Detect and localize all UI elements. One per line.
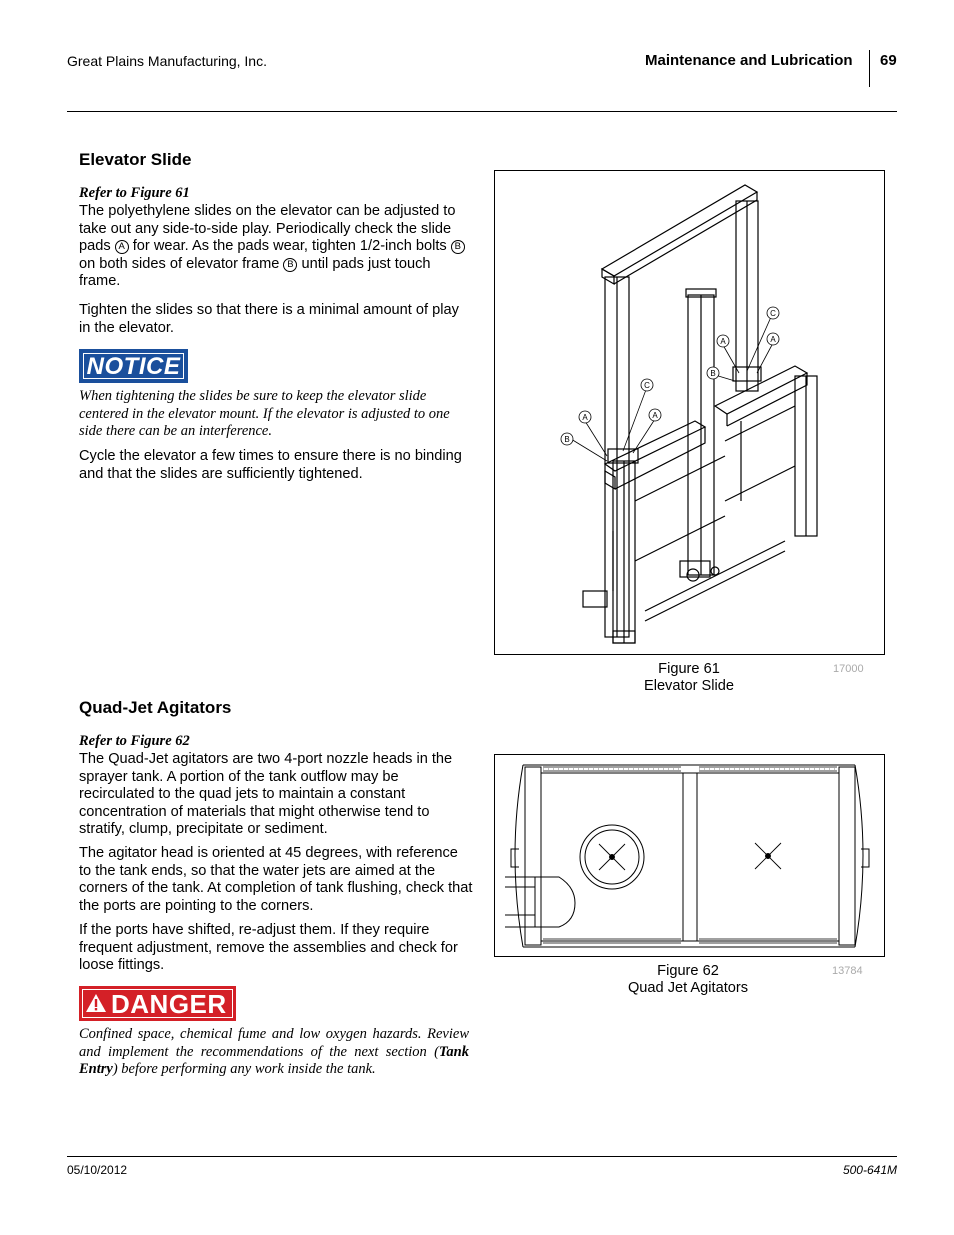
figure-62-number: 13784	[832, 965, 863, 977]
svg-text:A: A	[582, 413, 588, 422]
svg-text:A: A	[770, 335, 776, 344]
quad-jet-nozzle-2	[755, 843, 781, 869]
danger-badge	[79, 986, 236, 1021]
callout-b-inline-2: B	[283, 258, 297, 272]
callout-a-inline: A	[115, 240, 129, 254]
callout-a-3	[717, 335, 729, 347]
header-separator	[869, 50, 870, 87]
callout-c-2	[767, 307, 779, 319]
figure-62-caption	[588, 963, 788, 997]
danger-label: DANGER	[82, 989, 233, 1018]
svg-text:B: B	[564, 435, 570, 444]
svg-text:C: C	[644, 381, 650, 390]
svg-text:A: A	[720, 337, 726, 346]
elevator-paragraph-2: Tighten the slides so that there is a minimal amount of play in the elevator.	[79, 302, 459, 336]
figure-61-number: 17000	[833, 663, 864, 675]
quad-jet-tank-illustration	[495, 755, 884, 956]
svg-text:B: B	[710, 369, 716, 378]
footer-rule	[67, 1156, 897, 1157]
figure-62-frame	[494, 754, 885, 957]
svg-text:C: C	[770, 309, 776, 318]
notice-badge	[79, 349, 188, 383]
elevator-slide-heading: Elevator Slide	[79, 150, 192, 169]
figure-62-label: Figure 62	[657, 963, 719, 979]
callout-a-1	[579, 411, 591, 423]
figure-61-title: Elevator Slide	[643, 678, 735, 694]
footer-document-number: 500-641M	[842, 1163, 897, 1177]
figure-62-title: Quad Jet Agitators	[627, 980, 749, 996]
elevator-slide-illustration	[495, 171, 884, 654]
quad-jet-heading: Quad-Jet Agitators	[79, 698, 232, 717]
page-number: 69	[880, 52, 897, 69]
svg-text:A: A	[652, 411, 658, 420]
elevator-figure-reference: Refer to Figure 61	[79, 185, 190, 201]
callout-b-2	[707, 367, 719, 379]
figure-61-frame	[494, 170, 885, 655]
figure-61-caption	[589, 661, 789, 695]
elevator-paragraph-1: The polyethylene slides on the elevator can be adjusted to take out any side-to-side play. Periodically check the slide pads A for wear. As the pads wear, tighten 1/2-inch bolts B on both sides of elevator frame B until pads just touch frame.	[79, 203, 474, 291]
callout-c-1	[641, 379, 653, 391]
quad-jet-paragraph-2: The agitator head is oriented at 45 degrees, with reference to the tank ends, so that the water jets are aimed at the corners of the tank. At completion of tank flushing, check that the ports are pointing to the corners.	[79, 845, 473, 914]
danger-text: Confined space, chemical fume and low oxygen hazards. Review and implement the recommendations of the next section (Tank Entry) before performing any work inside the tank.	[79, 1026, 469, 1077]
header-company: Great Plains Manufacturing, Inc.	[67, 53, 267, 69]
notice-text: When tightening the slides be sure to keep the elevator slide centered in the elevator mount. If the elevator is adjusted to one side there can be an interference.	[79, 388, 450, 439]
callout-b-inline: B	[451, 240, 465, 254]
tank-entry-reference: Tank Entry	[79, 1043, 469, 1077]
callout-a-4	[767, 333, 779, 345]
quad-jet-paragraph-1: The Quad-Jet agitators are two 4-port nozzle heads in the sprayer tank. A portion of the tank outflow may be recirculated to the quad jets to maintain a constant concentration of materials that might otherwise tend to stratify, clump, precipitate or sediment.	[79, 751, 453, 837]
notice-label: NOTICE	[83, 353, 184, 379]
quad-jet-figure-reference: Refer to Figure 62	[79, 733, 190, 749]
callout-a-2	[649, 409, 661, 421]
quad-jet-nozzle-1	[599, 844, 625, 870]
callout-b-1	[561, 433, 573, 445]
header-rule	[67, 111, 897, 112]
elevator-paragraph-3: Cycle the elevator a few times to ensure there is no binding and that the slides are sufficiently tightened.	[79, 448, 462, 482]
figure-61-label: Figure 61	[658, 661, 720, 677]
footer-date: 05/10/2012	[67, 1163, 128, 1177]
header-section-title: Maintenance and Lubrication	[645, 52, 853, 69]
quad-jet-paragraph-3: If the ports have shifted, re-adjust them. If they require frequent adjustment, remove the assemblies and check for loose fittings.	[79, 922, 458, 973]
